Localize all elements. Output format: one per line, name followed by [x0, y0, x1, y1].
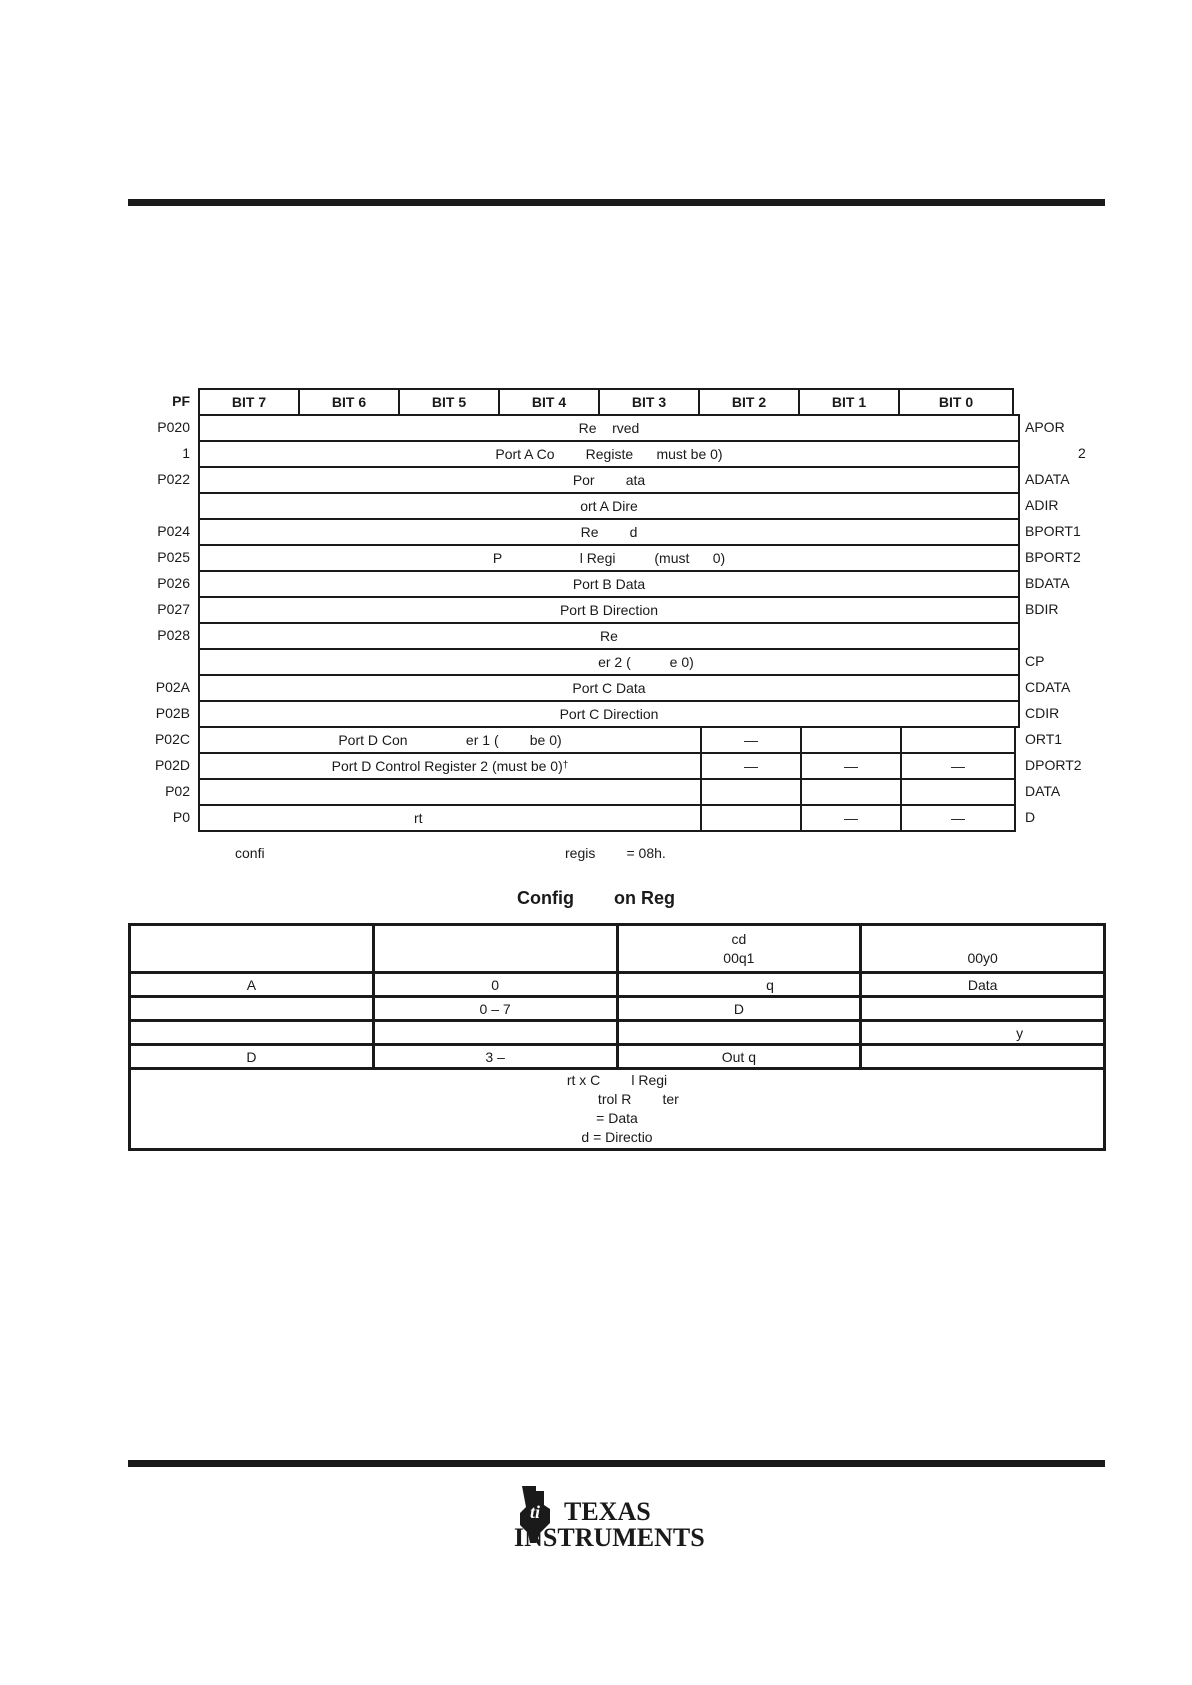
table-header-cell: 00y0 — [861, 925, 1105, 973]
register-symbol: ORT1 — [1025, 731, 1063, 747]
top-rule — [128, 199, 1105, 206]
table-header-cell: cd 00q1 — [617, 925, 861, 973]
table-cell: 0 – 7 — [373, 997, 617, 1021]
texas-instruments-logo — [514, 1480, 714, 1550]
table-cell: Data — [861, 973, 1105, 997]
bit2-cell: — — [700, 726, 802, 754]
register-symbol: DATA — [1025, 783, 1061, 799]
bit0-cell: — — [900, 752, 1016, 780]
table-row — [130, 1045, 1105, 1069]
register-cell: Re — [198, 622, 1020, 650]
register-symbol: 2 — [1078, 445, 1086, 461]
register-address: P02C — [154, 731, 190, 747]
register-symbol: BDATA — [1025, 575, 1070, 591]
footnote-right: regis = 08h. — [565, 845, 666, 861]
register-row — [0, 622, 1192, 648]
table-row — [130, 973, 1105, 997]
table-cell — [130, 1021, 374, 1045]
register-cell: Port A Co Registe must be 0) — [198, 440, 1020, 468]
table-cell — [617, 1021, 861, 1045]
bit-header: BIT 2 — [698, 388, 800, 416]
svg-text:ti: ti — [530, 1502, 541, 1522]
bit2-cell — [700, 804, 802, 832]
register-address: P027 — [157, 601, 190, 617]
table-header-cell — [130, 925, 374, 973]
bit-header: BIT 0 — [898, 388, 1014, 416]
table-cell: 0 — [373, 973, 617, 997]
register-row — [0, 596, 1192, 622]
bit-header: BIT 3 — [598, 388, 700, 416]
register-cell: Port D Control Register 2 (must be 0) † — [198, 752, 702, 780]
register-symbol: BDIR — [1025, 601, 1059, 617]
register-row — [0, 778, 1192, 804]
bit0-cell — [900, 726, 1016, 754]
table-cell: D — [617, 997, 861, 1021]
bit1-cell: — — [800, 804, 902, 832]
register-symbol: D — [1025, 809, 1036, 825]
bit-header: BIT 5 — [398, 388, 500, 416]
register-row — [0, 544, 1192, 570]
bottom-rule — [128, 1460, 1105, 1467]
register-symbol: DPORT2 — [1025, 757, 1082, 773]
register-row — [0, 440, 1192, 466]
register-cell: ort A Dire — [198, 492, 1020, 520]
register-cell: Port C Direction — [198, 700, 1020, 728]
register-row — [0, 518, 1192, 544]
table-cell: Out q — [617, 1045, 861, 1069]
register-cell: P l Regi (must 0) — [198, 544, 1020, 572]
register-symbol: APOR — [1025, 419, 1065, 435]
table-cell — [861, 997, 1105, 1021]
bit0-cell — [900, 778, 1016, 806]
register-cell — [198, 726, 702, 754]
register-address: P026 — [157, 575, 190, 591]
config-table-title: Config on Reg — [517, 888, 675, 908]
register-address: P024 — [157, 523, 190, 539]
bit1-cell: — — [800, 752, 902, 780]
register-symbol: CDATA — [1025, 679, 1071, 695]
table-footer-row — [130, 1069, 1105, 1150]
table-cell — [373, 1021, 617, 1045]
register-cell: Re rved — [198, 414, 1020, 442]
register-address: P02A — [155, 679, 190, 695]
table-row — [130, 1021, 1105, 1045]
register-row — [0, 752, 1192, 778]
table-cell: y — [861, 1021, 1105, 1045]
register-row — [0, 700, 1192, 726]
register-address: P022 — [157, 471, 190, 487]
table-cell: q — [617, 973, 861, 997]
register-row — [0, 414, 1192, 440]
register-row — [0, 648, 1192, 674]
config-table — [128, 923, 1106, 1151]
bit-header: BIT 7 — [198, 388, 300, 416]
register-address: P02 — [165, 783, 190, 799]
register-cell-text: rt — [414, 810, 423, 826]
register-address: 1 — [182, 445, 190, 461]
register-cell: Port B Data — [198, 570, 1020, 598]
bit-header: BIT 1 — [798, 388, 900, 416]
bit-header: BIT 6 — [298, 388, 400, 416]
register-address: P025 — [157, 549, 190, 565]
config-table-header — [130, 925, 1105, 973]
register-cell: Port C Data — [198, 674, 1020, 702]
table-cell — [130, 997, 374, 1021]
register-cell: Port B Direction — [198, 596, 1020, 624]
bit-header-cells — [198, 388, 1020, 414]
table-header-cell — [373, 925, 617, 973]
register-row — [0, 570, 1192, 596]
ti-state-icon — [514, 1480, 714, 1550]
footnote-left: confi — [235, 845, 265, 861]
bit2-cell — [700, 778, 802, 806]
table-footer-notes: rt x C l Regi trol R ter = Data d = Directio — [130, 1069, 1105, 1150]
bit-header: BIT 4 — [498, 388, 600, 416]
pf-label: PF — [172, 393, 190, 409]
bit1-cell — [800, 726, 902, 754]
bit1-cell — [800, 778, 902, 806]
register-row — [0, 674, 1192, 700]
register-cell-text: Port D Control Register 2 (must be 0) — [331, 758, 563, 774]
register-symbol: CP — [1025, 653, 1045, 669]
register-row — [0, 492, 1192, 518]
table-cell: D — [130, 1045, 374, 1069]
register-address: P020 — [157, 419, 190, 435]
table-cell: 3 – — [373, 1045, 617, 1069]
table-row — [130, 997, 1105, 1021]
register-cell-text: Port D Con er 1 ( be 0) — [338, 732, 562, 748]
register-map-header — [0, 388, 1192, 414]
register-address: P02D — [154, 757, 190, 773]
register-row — [0, 466, 1192, 492]
register-symbol: ADATA — [1025, 471, 1070, 487]
register-cell: er 2 ( e 0) — [198, 648, 1020, 676]
register-address: P0 — [172, 809, 190, 825]
logo-line1: TEXAS — [564, 1497, 651, 1526]
table-cell: A — [130, 973, 374, 997]
register-row — [0, 726, 1192, 752]
register-cell: Re d — [198, 518, 1020, 546]
register-symbol: BPORT2 — [1025, 549, 1081, 565]
register-address: P02B — [155, 705, 190, 721]
register-symbol: BPORT1 — [1025, 523, 1081, 539]
register-row — [0, 804, 1192, 830]
bit0-cell: — — [900, 804, 1016, 832]
register-symbol: CDIR — [1025, 705, 1060, 721]
register-cell: Por ata — [198, 466, 1020, 494]
register-cell — [198, 778, 702, 806]
bit2-cell: — — [700, 752, 802, 780]
register-address: P028 — [157, 627, 190, 643]
logo-line2: INSTRUMENTS — [514, 1523, 705, 1550]
register-symbol: ADIR — [1025, 497, 1059, 513]
table-cell — [861, 1045, 1105, 1069]
register-cell — [198, 804, 702, 832]
